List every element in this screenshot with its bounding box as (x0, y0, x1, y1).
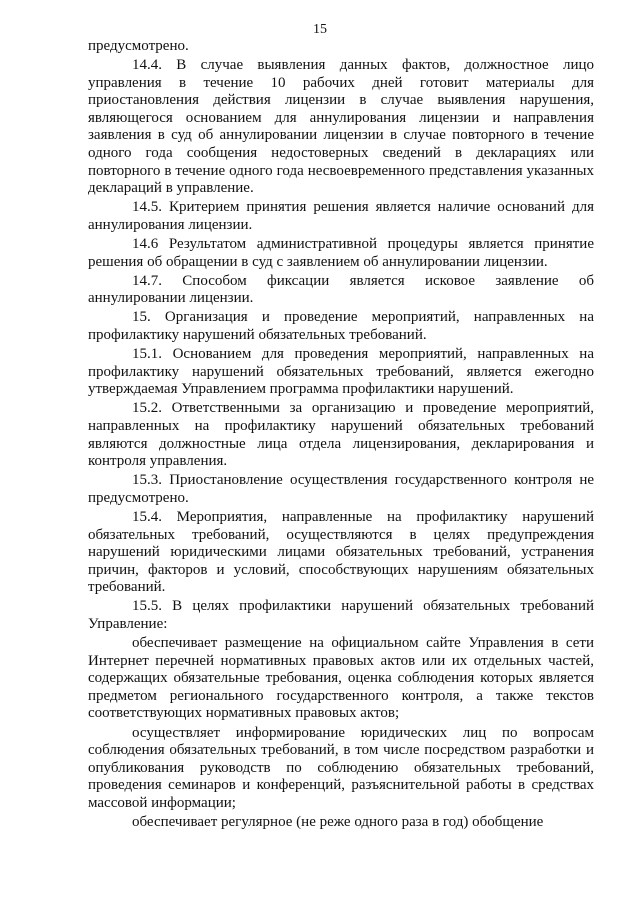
list-item-generalization: обеспечивает регулярное (не реже одного раза в год) обобщение (132, 814, 544, 831)
paragraph-15-4: 15.4. Мероприятия, направленные на профилактику нарушений обязательных требований, осуществляются в целях предупреждения нарушений юридическими лицами обязательных требований, устранения причин, факторов и условий, способствующих нарушениям обязательных требований. (88, 508, 594, 596)
page-number: 15 (313, 22, 327, 37)
paragraph-14-4: 14.4. В случае выявления данных фактов, должностное лицо управления в течение 10 рабочих дней готовит материалы для приостановления действия лицензии в случае выявления нарушения, являющегося основанием для аннулирования лицензии и направления заявления в суд об аннулировании лицензии в случае повторного в течение одного года сообщения недостоверных сведений в декларациях или повторного в течение одного года несвоевременного представления указанных деклараций в управление. (88, 57, 594, 197)
paragraph-continuation: предусмотрено. (88, 38, 189, 54)
section-15-heading: 15. Организация и проведение мероприятий, направленных на профилактику нарушений обязательных требований. (88, 309, 594, 343)
list-item-informing: осуществляет информирование юридических лиц по вопросам соблюдения обязательных требований, в том числе посредством разработки и опубликования руководств по соблюдению обязательных требований, проведения семинаров и конференций, разъяснительной работы в средствах массовой информации; (88, 724, 594, 811)
paragraph-14-6: 14.6 Результатом административной процедуры является принятие решения об обращении в суд с заявлением об аннулировании лицензии. (88, 236, 594, 270)
list-item-publication: обеспечивает размещение на официальном сайте Управления в сети Интернет перечней нормативных правовых актов или их отдельных частей, содержащих обязательные требования, оценка соблюдения которых является предметом регионального государственного контроля, а также текстов соответствующих нормативных правовых актов; (88, 635, 594, 722)
document-body (88, 38, 594, 833)
paragraph-14-7: 14.7. Способом фиксации является исковое заявление об аннулировании лицензии. (88, 272, 594, 307)
paragraph-15-5: 15.5. В целях профилактики нарушений обязательных требований Управление: (88, 598, 594, 632)
paragraph-15-2: 15.2. Ответственными за организацию и проведение мероприятий, направленных на профилактику нарушений обязательных требований являются должностные лица отдела лицензирования, декларирования и контроля управления. (88, 400, 594, 470)
paragraph-14-5: 14.5. Критерием принятия решения является наличие оснований для аннулирования лицензии. (88, 199, 594, 233)
paragraph-15-1: 15.1. Основанием для проведения мероприятий, направленных на профилактику нарушений обязательных требований, является ежегодно утверждаемая Управлением программа профилактики нарушений. (88, 346, 594, 398)
paragraph-15-3: 15.3. Приостановление осуществления государственного контроля не предусмотрено. (88, 472, 594, 506)
